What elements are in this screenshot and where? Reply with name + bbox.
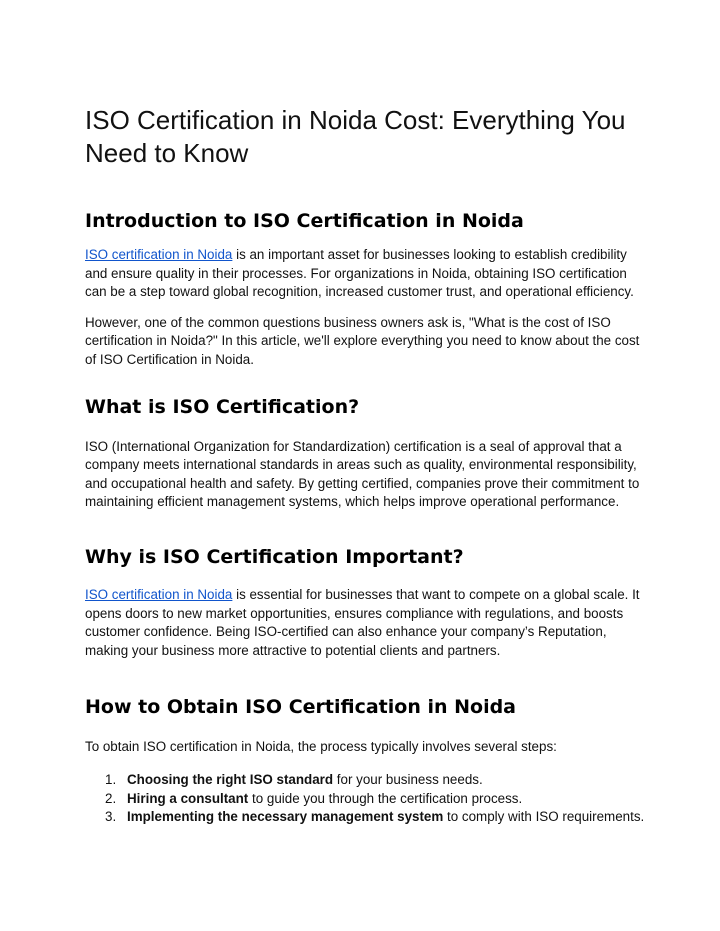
heading-why-important: Why is ISO Certification Important?	[85, 545, 464, 568]
heading-what-is-iso: What is ISO Certification?	[85, 395, 360, 418]
iso-certification-link-2[interactable]: ISO certification in Noida	[85, 586, 233, 602]
list-item-bold: Implementing the necessary management system	[127, 809, 444, 825]
iso-certification-link-1[interactable]: ISO certification in Noida	[85, 247, 233, 262]
list-item	[85, 790, 645, 809]
list-item-text: to guide you through the certification process.	[248, 790, 523, 806]
list-item-bold: Hiring a consultant	[127, 790, 249, 806]
list-item-text: to comply with ISO requirements.	[443, 809, 645, 825]
spacer	[85, 382, 645, 394]
why-paragraph-1-text: is essential for businesses that want to compete on a global scale. It opens doors to new market opportunities, ensures compliance with regulations, and boosts customer confidence. Being ISO-certified can also enhance your company’s Reputation, making your business more attractive to potential clients and partners.	[85, 586, 640, 658]
steps-list	[85, 771, 645, 827]
list-item-number: 1.	[105, 771, 117, 787]
why-paragraph-1	[85, 586, 645, 660]
heading-how-to-obtain: How to Obtain ISO Certification in Noida	[85, 696, 516, 719]
list-item-bold: Choosing the right ISO standard	[127, 771, 334, 787]
what-paragraph-1: ISO (International Organization for Standardization) certification is a seal of approval that a company meets international standards in areas such as quality, environmental responsibility, and occupational health and safety. By getting certified, companies prove their commitment to maintaining efficient management systems, which helps improve operational performance.	[85, 438, 640, 510]
intro-paragraph-1-text: is an important asset for businesses looking to establish credibility and ensure quality in their processes. For organizations in Noida, obtaining ISO certification can be a step toward global recognition, increased customer trust, and operational efficiency.	[85, 247, 634, 300]
spacer	[85, 672, 645, 694]
list-item	[85, 771, 645, 790]
list-item-number: 3.	[105, 809, 117, 825]
heading-introduction: Introduction to ISO Certification in Noida	[85, 210, 524, 232]
list-item	[85, 808, 645, 827]
document-content	[85, 104, 645, 827]
list-item-text: for your business needs.	[333, 771, 483, 787]
intro-paragraph-1	[85, 246, 645, 302]
spacer	[85, 524, 645, 544]
page-title: ISO Certification in Noida Cost: Everything You Need to Know	[85, 105, 626, 168]
intro-paragraph-2: However, one of the common questions business owners ask is, "What is the cost of ISO certification in Noida?" In this article, we'll explore everything you need to know about the cost of ISO Certification in Noida.	[85, 314, 640, 367]
list-item-number: 2.	[105, 790, 117, 806]
how-paragraph-1: To obtain ISO certification in Noida, the process typically involves several steps:	[85, 739, 557, 755]
